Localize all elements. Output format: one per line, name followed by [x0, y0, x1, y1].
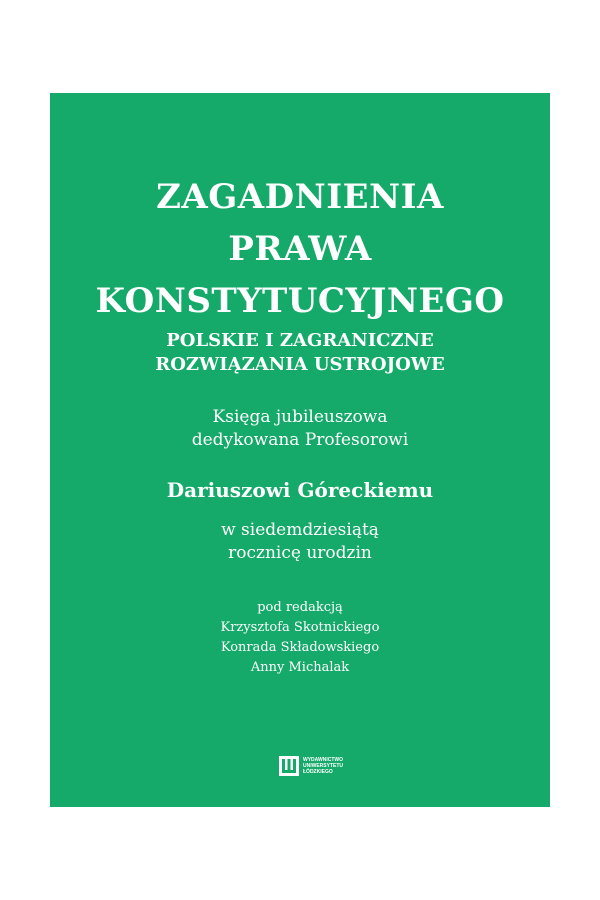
- dedication-line: Księga jubileuszowa: [212, 407, 388, 427]
- title-line: ZAGADNIENIA: [156, 177, 444, 217]
- editors-label: pod redakcją: [257, 600, 343, 615]
- publisher-logo: [279, 756, 343, 776]
- editor-name: Anny Michalak: [250, 660, 350, 675]
- occasion-line: w siedemdziesiątą: [221, 520, 379, 540]
- title-line: KONSTYTUCYJNEGO: [95, 281, 505, 321]
- dedication-line: dedykowana Profesorowi: [191, 430, 409, 450]
- occasion-line: rocznicę urodzin: [228, 543, 372, 563]
- publisher-name: [303, 757, 343, 775]
- title-line: PRAWA: [228, 229, 372, 269]
- editor-name: Krzysztofa Skotnickiego: [220, 620, 380, 635]
- book-title: [50, 171, 550, 377]
- editor-name: Konrada Składowskiego: [220, 640, 380, 655]
- subtitle-line: POLSKIE I ZAGRANICZNE: [166, 330, 434, 351]
- publisher-line: ŁÓDZKIEGO: [303, 769, 333, 775]
- book-cover: [50, 93, 550, 807]
- publisher-line: UNIWERSYTETU: [303, 763, 343, 769]
- subtitle-line: ROZWIĄZANIA USTROJOWE: [155, 354, 445, 375]
- honoree-name: Dariuszowi Góreckiemu: [166, 478, 434, 502]
- publisher-line: WYDAWNICTWO: [303, 757, 343, 763]
- wul-logo-icon: [279, 756, 299, 776]
- editors: [50, 598, 550, 678]
- dedication: [50, 406, 550, 452]
- occasion: [50, 519, 550, 565]
